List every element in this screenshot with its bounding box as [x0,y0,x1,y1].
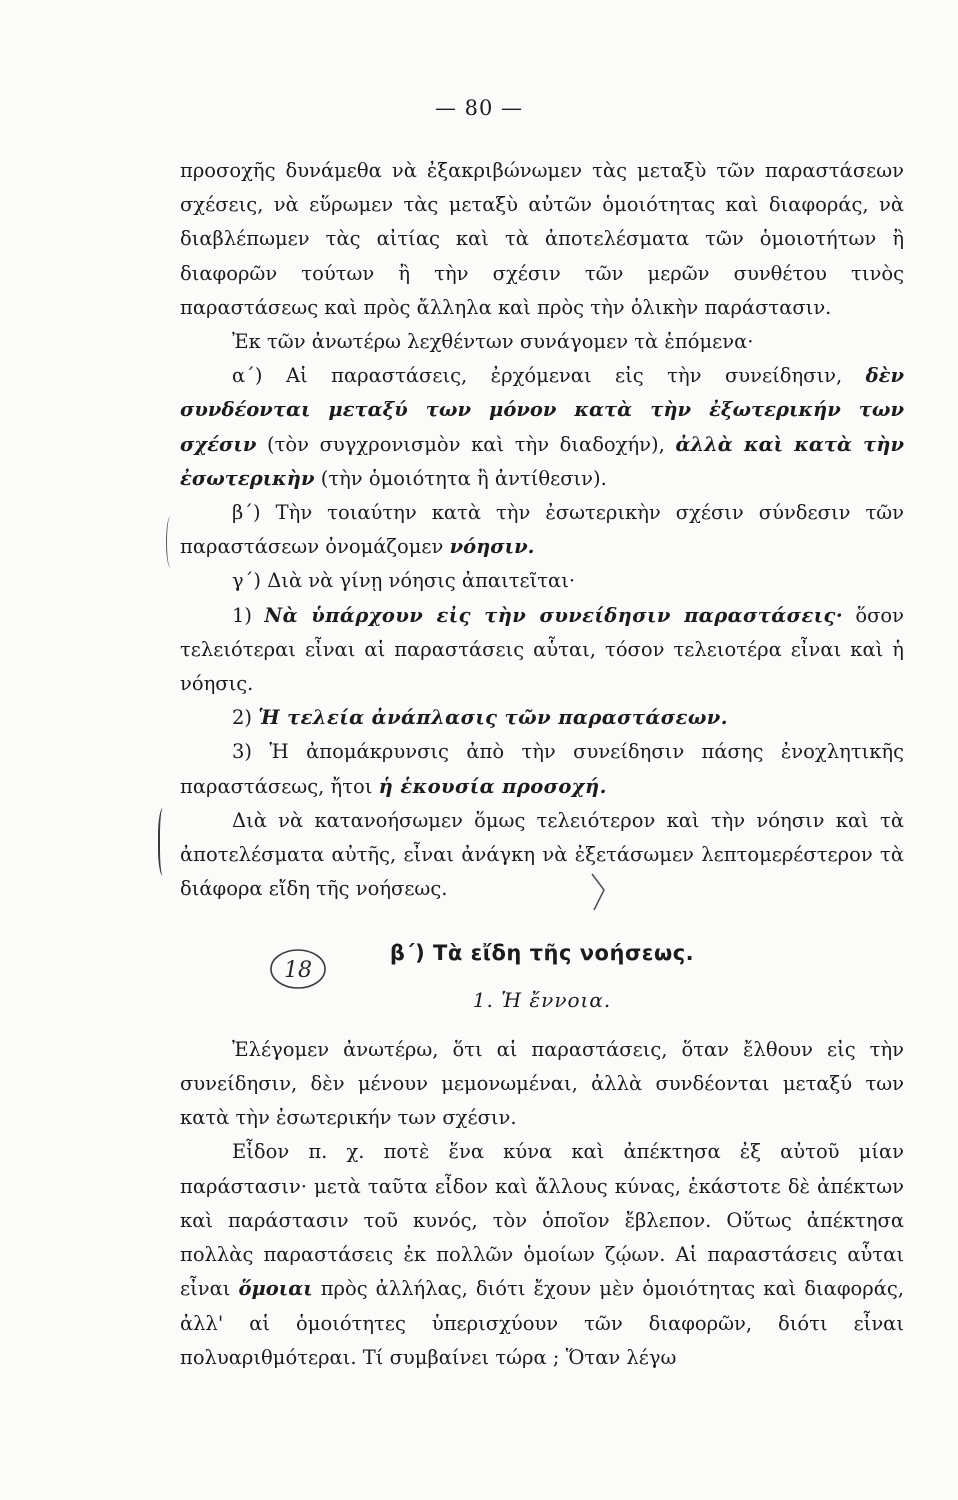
point-a-suffix: (τὴν ὁμοιότητα ἢ ἀντίθεσιν). [320,466,607,490]
point-c1 [180,599,904,702]
point-c1-emphasis: Νὰ ὑπάρχουν εἰς τὴν συνείδησιν παραστάσεις· [264,603,844,627]
handwritten-number-annotation [268,946,328,992]
section-title: β΄) Τὰ εἴδη τῆς νοήσεως. [389,941,695,966]
paragraph-transition: Διὰ νὰ κατανοήσωμεν ὅμως τελειότερον καὶ τὴν νόησιν καὶ τὰ ἀποτελέσματα αὐτῆς, εἶναι ἀνάγκη νὰ ἐξετάσωμεν λεπτομερέστερον τὰ διάφορα εἴδη τῆς νοήσεως. [180,808,904,901]
paragraph-conclusions-intro: Ἐκ τῶν ἀνωτέρω λεχθέντων συνάγομεν τὰ ἑπόμενα· [232,330,754,354]
subsection-title: 1. Ἡ ἔννοια. [472,987,612,1012]
point-c2 [180,701,904,735]
paragraph-concept-2-emphasis: ὅμοιαι [238,1277,313,1301]
paragraph-concept-1: Ἐλέγομεν ἀνωτέρω, ὅτι αἱ παραστάσεις, ὅταν ἔλθουν εἰς τὴν συνείδησιν, δὲν μένουν μεμονωμέναι, ἀλλὰ συνδέονται μεταξύ των κατὰ τὴν ἐσωτερικήν των σχέσιν. [180,1037,904,1130]
paragraph-concept-2-prefix: Εἶδον π. χ. ποτὲ ἕνα κύνα καὶ ἀπέκτησα ἐξ αὐτοῦ μίαν παράστασιν· μετὰ ταῦτα εἶδον καὶ ἄλλους κύνας, ἑκάστοτε δὲ ἀπέκτων καὶ παράστασιν τοῦ κυνός, τὸν ὁποῖον ἔβλεπον. Οὕτως ἀπέκτησα πολλὰς παραστάσεις ἐκ πολλῶν ὁμοίων ζῴων. Αἱ παραστάσεις αὗται εἶναι [180,1140,904,1301]
point-b [180,496,904,564]
point-c: γ΄) Διὰ νὰ γίνῃ νόησις ἀπαιτεῖται· [232,569,576,593]
paragraph-concept-2-suffix: πρὸς ἀλλήλας, διότι ἔχουν μὲν ὁμοιότητας καὶ διαφοράς, ἀλλ' αἱ ὁμοιότητες ὑπερισχύουν τῶν διαφορῶν, διότι εἶναι πολυαριθμότεραι. Τί συμβαίνει τώρα ; Ὅταν λέγω [180,1277,904,1369]
page-number: — 80 — [434,96,524,120]
point-a [180,359,904,496]
point-b-prefix: β΄) Τὴν τοιαύτην κατὰ τὴν ἐσωτερικὴν σχέσιν σύνδεσιν τῶν παραστάσεων ὀνομάζομεν [180,501,904,559]
point-a-emphasis-1: δὲν συνδέονται μεταξύ των μόνον κατὰ τὴν ἐξωτερικήν των σχέσιν [180,364,904,456]
margin-bracket-mark [166,516,175,568]
paragraph-concept-2 [180,1135,904,1374]
point-c2-emphasis: Ἡ τελεία ἀνάπλασις τῶν παραστάσεων. [258,706,728,730]
paragraph-intro: προσοχῆς δυνάμεθα νὰ ἐξακριβώνωμεν τὰς μεταξὺ τῶν παραστάσεων σχέσεις, νὰ εὕρωμεν τὰς μεταξὺ αὐτῶν ὁμοιότητας καὶ διαφοράς, νὰ διαβλέπωμεν τὰς αἰτίας καὶ τὰ ἀποτελέσματα τῶν ὁμοιοτήτων ἢ διαφορῶν τούτων ἢ τὴν σχέσιν τῶν μερῶν συνθέτου τινὸς παραστάσεως καὶ πρὸς ἄλληλα καὶ πρὸς τὴν ὁλικὴν παράστασιν. [180,159,904,319]
margin-line-mark [158,808,170,876]
pencil-stroke-mark [588,872,608,912]
point-c3-emphasis: ἡ ἑκουσία προσοχή. [378,774,607,798]
point-a-prefix: α΄) Αἱ παραστάσεις, ἐρχόμεναι εἰς τὴν συνείδησιν, [232,364,843,388]
point-c3-prefix: 3) Ἡ ἀπομάκρυνσις ἀπὸ τὴν συνείδησιν πάσης ἐνοχλητικῆς παραστάσεως, ἤτοι [180,740,904,798]
point-c2-number: 2) [232,706,253,730]
body-text [180,154,904,1375]
point-a-emphasis-2: ἀλλὰ καὶ κατὰ τὴν ἐσωτερικὴν [180,432,905,490]
point-c3 [180,735,904,803]
point-c1-number: 1) [232,603,253,627]
point-a-middle: (τὸν συγχρονισμὸν καὶ τὴν διαδοχήν), [267,432,665,456]
handwritten-number-text: 18 [284,958,312,983]
point-c1-rest: ὅσον τελειότεραι εἶναι αἱ παραστάσεις αὗται, τόσον τελειοτέρα εἶναι καὶ ἡ νόησις. [180,603,905,696]
point-b-emphasis: νόησιν. [449,535,535,559]
